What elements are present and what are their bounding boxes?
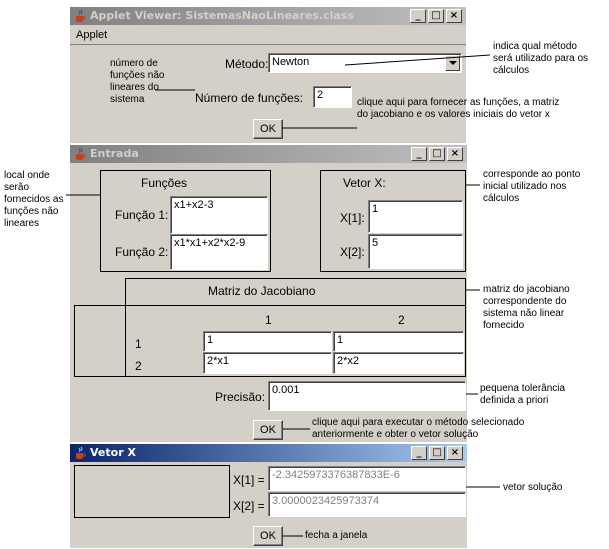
note-vetor: corresponde ao ponto inicial utilizado nos cálculos — [483, 169, 581, 204]
x1-input[interactable]: 1 — [368, 200, 463, 233]
m12-input[interactable]: 1 — [333, 331, 464, 352]
entrada-title: Entrada — [90, 147, 139, 160]
note-ok3: fecha a janela — [305, 530, 368, 541]
result-x2-output: 3.0000023425973374 — [268, 492, 466, 517]
applet-title: Applet Viewer: SistemasNaoLineares.class — [90, 9, 354, 22]
applet-ok-button[interactable]: OK — [253, 119, 283, 139]
maximize-icon[interactable]: □ — [428, 9, 444, 23]
matriz-header: Matriz do Jacobiano — [208, 284, 316, 298]
funcao2-input[interactable]: x1*x1+x2*x2-9 — [170, 234, 268, 270]
vetorx-ok-button[interactable]: OK — [253, 526, 283, 546]
result-x1-label: X[1] = — [233, 473, 265, 487]
minimize-icon[interactable]: _ — [411, 446, 427, 460]
note-funcoes: local onde serão fornecidos as funções não lineares — [4, 170, 64, 229]
note-jacobiano: matriz do jacobiano correspondente do sistema não linear fornecido — [483, 284, 570, 331]
result-x2-label: X[2] = — [233, 499, 265, 513]
note-metodo: indica qual método será utilizado para os cálculos — [493, 41, 589, 76]
metodo-label: Método: — [225, 57, 269, 71]
entrada-ok-button[interactable]: OK — [253, 420, 283, 440]
minimize-icon[interactable]: _ — [410, 9, 426, 23]
matriz-row2: 2 — [135, 359, 142, 373]
note-ok1: clique aqui para fornecer as funções, a matriz do jacobiano e os valores iniciais do vetor x — [357, 97, 560, 120]
note-solucao: vetor solução — [503, 482, 563, 493]
close-icon[interactable]: × — [447, 147, 463, 161]
funcao2-label: Função 2: — [115, 245, 169, 259]
close-icon[interactable]: × — [446, 9, 462, 23]
result-x1-output: -2.3425973376387833E-6 — [268, 466, 466, 491]
m22-input[interactable]: 2*x2 — [333, 352, 464, 374]
note-precisao: pequena tolerância definida a priori — [480, 383, 566, 406]
x2-label: X[2]: — [340, 245, 365, 259]
note-numfuncoes: número de funções não lineares do sistema — [110, 58, 165, 105]
x1-label: X[1]: — [340, 211, 365, 225]
funcao1-label: Função 1: — [115, 208, 169, 222]
metodo-value: Newton — [272, 56, 310, 68]
matriz-col1: 1 — [265, 313, 272, 327]
funcao1-input[interactable]: x1+x2-3 — [170, 196, 268, 234]
precisao-label: Precisão: — [215, 390, 266, 404]
maximize-icon[interactable]: □ — [429, 147, 445, 161]
note-ok2: clique aqui para executar o método selecionado anteriormente e obter o vetor solução — [312, 417, 525, 440]
vetorx-title: Vetor X — [90, 446, 136, 459]
applet-menu[interactable]: Applet — [76, 29, 108, 41]
close-icon[interactable]: × — [447, 446, 463, 460]
numfuncoes-input[interactable]: 2 — [313, 86, 352, 108]
minimize-icon[interactable]: _ — [411, 147, 427, 161]
numfuncoes-label: Número de funções: — [195, 91, 304, 105]
vetor-header: Vetor X: — [343, 176, 386, 190]
matriz-col2: 2 — [398, 313, 405, 327]
m21-input[interactable]: 2*x1 — [203, 352, 332, 374]
funcoes-header: Funções — [141, 176, 188, 190]
precisao-input[interactable]: 0.001 — [268, 381, 466, 411]
maximize-icon[interactable]: □ — [429, 446, 445, 460]
x2-input[interactable]: 5 — [368, 234, 463, 269]
matriz-row1: 1 — [135, 337, 142, 351]
m11-input[interactable]: 1 — [203, 331, 332, 352]
